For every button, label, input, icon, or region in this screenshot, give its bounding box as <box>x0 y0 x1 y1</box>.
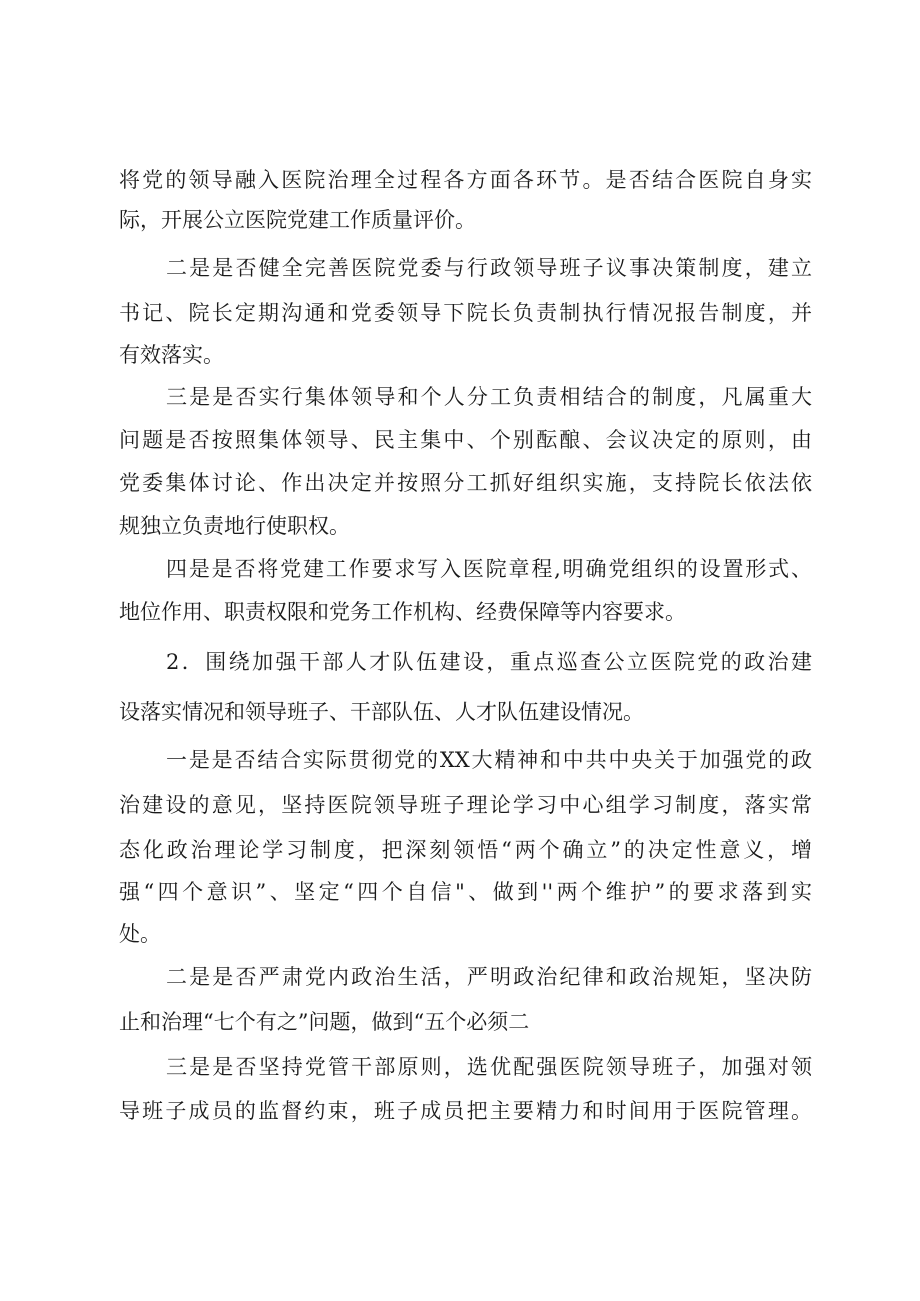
paragraph-line: 三是是否坚持党管干部原则，选优配强医院领导班子，加强对领 <box>166 1055 812 1079</box>
paragraph-line: 问题是否按照集体领导、民主集中、个别酝酿、会议决定的原则，由 <box>119 428 812 452</box>
paragraph-line: 一是是否结合实际贯彻党的XX大精神和中共中央关于加强党的政 <box>166 748 812 772</box>
paragraph-line: 强“四个意识”、坚定“四个自信"、做到''两个维护”的要求落到实 <box>119 880 812 904</box>
paragraph-line: 际，开展公立医院党建工作质量评价。 <box>119 208 476 232</box>
paragraph-line: 导班子成员的监督约束，班子成员把主要精力和时间用于医院管理。 <box>119 1099 812 1123</box>
paragraph-line: 处。 <box>119 922 161 946</box>
section-heading-line: 2．围绕加强干部人才队伍建设，重点巡查公立医院党的政治建 <box>166 650 812 674</box>
section-heading-line: 设落实情况和领导班子、干部队伍、人才队伍建设情况。 <box>119 700 644 724</box>
paragraph-line: 有效落实。 <box>119 343 224 367</box>
paragraph-line: 二是是否健全完善医院党委与行政领导班子议事决策制度，建立 <box>166 256 812 280</box>
paragraph-line: 地位作用、职责权限和党务工作机构、经费保障等内容要求。 <box>119 600 686 624</box>
paragraph-line: 二是是否严肃党内政治生活，严明政治纪律和政治规矩，坚决防 <box>166 965 812 989</box>
paragraph-line: 治建设的意见，坚持医院领导班子理论学习中心组学习制度，落实常 <box>119 793 812 817</box>
paragraph-line: 规独立负责地行使职权。 <box>119 514 350 538</box>
paragraph-line: 态化政治理论学习制度，把深刻领悟“两个确立”的决定性意义，增 <box>119 838 812 862</box>
paragraph-line: 将党的领导融入医院治理全过程各方面各环节。是否结合医院自身实 <box>119 168 812 192</box>
paragraph-line: 书记、院长定期沟通和党委领导下院长负责制执行情况报告制度，并 <box>119 301 812 325</box>
paragraph-line: 三是是否实行集体领导和个人分工负责相结合的制度，凡属重大 <box>166 385 812 409</box>
paragraph-line: 党委集体讨论、作出决定并按照分工抓好组织实施，支持院长依法依 <box>119 471 812 495</box>
paragraph-line: 止和治理“七个有之”问题，做到“五个必须二 <box>119 1010 530 1034</box>
paragraph-line: 四是是否将党建工作要求写入医院章程,明确党组织的设置形式、 <box>166 557 812 581</box>
